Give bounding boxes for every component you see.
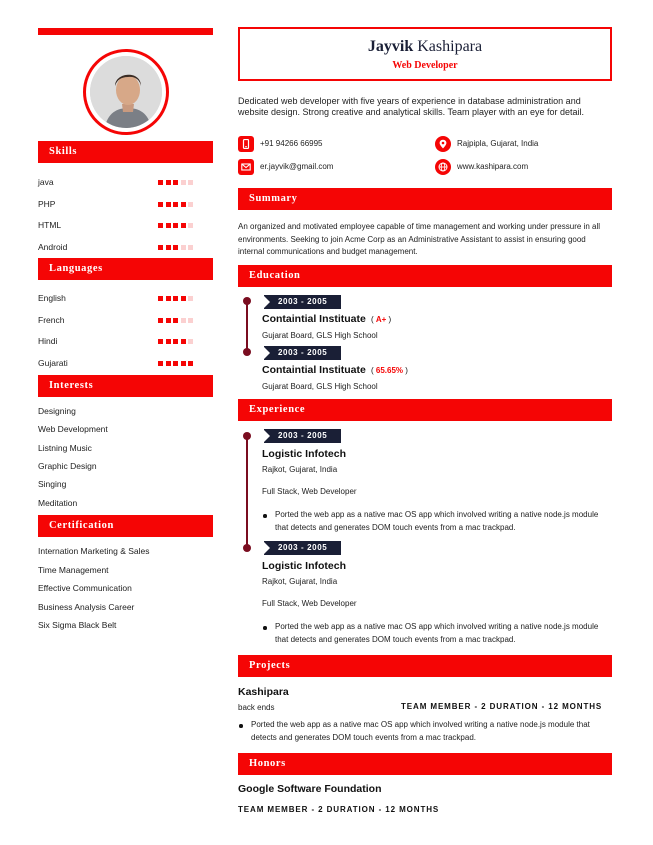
experience-location-2: Rajkot, Gujarat, India — [262, 577, 338, 586]
honors-heading: Honors — [238, 753, 612, 775]
skill-label: java — [38, 177, 54, 187]
project-meta: TEAM MEMBER - 2 DURATION - 12 MONTHS — [401, 702, 603, 711]
skill-rating — [158, 245, 196, 255]
rating-dot — [158, 245, 163, 250]
summary-heading: Summary — [238, 188, 612, 210]
language-row — [38, 293, 213, 307]
timeline-dot — [243, 544, 251, 552]
rating-dot — [166, 296, 171, 301]
rating-dot — [166, 223, 171, 228]
language-row — [38, 315, 213, 329]
skill-rating — [158, 180, 196, 190]
rating-dot — [166, 202, 171, 207]
experience-company-2: Logistic Infotech — [262, 560, 346, 572]
skill-row — [38, 242, 213, 256]
skill-label: PHP — [38, 198, 56, 209]
grade-wrap: ( A+ ) — [368, 315, 392, 324]
timeline-dot — [243, 432, 251, 440]
project-subtitle: back ends — [238, 703, 275, 712]
rating-dot — [158, 223, 163, 228]
project-bullet: Ported the web app as a native mac OS app which involved writing a native node.js module that detects and generates DOM touch events from a mac trackpad. — [251, 719, 611, 744]
rating-dot — [173, 296, 178, 301]
rating-dot — [181, 339, 186, 344]
experience-role-1: Full Stack, Web Developer — [262, 487, 357, 496]
rating-dot — [173, 339, 178, 344]
interest-item: Designing — [38, 406, 76, 416]
rating-dot — [166, 318, 171, 323]
globe-icon — [435, 159, 451, 175]
first-name: Jayvik — [367, 38, 414, 55]
skills-heading: Skills — [38, 141, 213, 163]
language-row — [38, 358, 213, 372]
interest-item: Listning Music — [38, 442, 92, 453]
rating-dot — [181, 245, 186, 250]
skill-label: Android — [38, 241, 68, 252]
email-text[interactable]: er.jayvik@gmail.com — [260, 162, 334, 171]
rating-dot — [158, 318, 163, 323]
education-date-1: 2003 - 2005 — [264, 295, 341, 309]
certification-item: Effective Communication — [38, 583, 132, 593]
skill-row — [38, 177, 213, 191]
interest-item: Singing — [38, 479, 67, 490]
certification-item: Business Analysis Career — [38, 601, 135, 612]
summary-text: An organized and motivated employee capable of time management and working under pressure in all environments. Seeking to join Acme Corp as an Administrative Assistant to assist in ensuring good internal communications and budget management. — [238, 222, 600, 256]
rating-dot — [158, 202, 163, 207]
sidebar — [38, 28, 213, 135]
rating-dot — [173, 223, 178, 228]
rating-dot — [181, 296, 186, 301]
experience-heading: Experience — [238, 399, 612, 421]
timeline-dot — [243, 348, 251, 356]
rating-dot — [173, 180, 178, 185]
phone-text[interactable]: +91 94266 66995 — [260, 139, 323, 148]
timeline-dot — [243, 297, 251, 305]
location-icon — [435, 136, 451, 152]
interest-item: Graphic Design — [38, 460, 97, 471]
honor-meta: TEAM MEMBER - 2 DURATION - 12 MONTHS — [238, 805, 440, 814]
rating-dot — [158, 339, 163, 344]
languages-heading: Languages — [38, 258, 213, 280]
language-label: Gujarati — [38, 357, 68, 368]
skill-rating — [158, 202, 196, 212]
certification-item: Six Sigma Black Belt — [38, 620, 117, 630]
rating-dot — [173, 202, 178, 207]
language-row — [38, 336, 213, 350]
experience-bullet-1: Ported the web app as a native mac OS app which involved writing a native node.js module that detects and generates DOM touch events from a mac trackpad. — [275, 509, 611, 534]
certification-heading: Certification — [38, 515, 213, 537]
rating-dot — [188, 245, 193, 250]
rating-dot — [188, 202, 193, 207]
grade-wrap: ( 65.65% ) — [368, 366, 408, 375]
experience-role-2: Full Stack, Web Developer — [262, 599, 357, 608]
experience-date-2: 2003 - 2005 — [264, 541, 341, 555]
phone-icon — [238, 136, 254, 152]
rating-dot — [188, 180, 193, 185]
rating-dot — [181, 318, 186, 323]
rating-dot — [181, 180, 186, 185]
interest-item: Meditation — [38, 497, 78, 508]
language-label: French — [38, 314, 65, 325]
rating-dot — [166, 361, 171, 366]
avatar — [83, 49, 169, 135]
sidebar-top-bar — [38, 28, 213, 35]
skill-label: HTML — [38, 220, 62, 230]
rating-dot — [188, 361, 193, 366]
job-title: Web Developer — [392, 60, 458, 71]
language-label: English — [38, 293, 66, 303]
experience-date-1: 2003 - 2005 — [264, 429, 341, 443]
skill-row — [38, 220, 213, 234]
institute-name: Containtial Instituate — [262, 364, 366, 376]
rating-dot — [173, 245, 178, 250]
education-timeline — [246, 300, 248, 352]
rating-dot — [158, 180, 163, 185]
email-icon — [238, 159, 254, 175]
rating-dot — [173, 361, 178, 366]
rating-dot — [181, 202, 186, 207]
rating-dot — [188, 223, 193, 228]
rating-dot — [181, 361, 186, 366]
location-text: Rajpipla, Gujarat, India — [457, 139, 539, 148]
education-institute-1 — [262, 313, 391, 325]
rating-dot — [158, 361, 163, 366]
rating-dot — [181, 223, 186, 228]
profile-photo — [90, 56, 162, 128]
experience-location-1: Rajkot, Gujarat, India — [262, 465, 338, 474]
rating-dot — [188, 339, 193, 344]
name-box — [238, 27, 612, 81]
rating-dot — [188, 296, 193, 301]
certification-item: Time Management — [38, 564, 109, 575]
education-institute-2 — [262, 364, 408, 376]
education-heading: Education — [238, 265, 612, 287]
interests-heading: Interests — [38, 375, 213, 397]
language-rating — [158, 361, 196, 371]
skill-rating — [158, 223, 196, 233]
grade-value: 65.65% — [375, 366, 404, 375]
education-board-1: Gujarat Board, GLS High School — [262, 331, 378, 340]
rating-dot — [188, 318, 193, 323]
rating-dot — [166, 339, 171, 344]
full-name — [240, 38, 610, 56]
grade-value: A+ — [375, 315, 387, 324]
experience-bullet-2: Ported the web app as a native mac OS app which involved writing a native node.js module that detects and generates DOM touch events from a mac trackpad. — [275, 621, 611, 646]
rating-dot — [166, 180, 171, 185]
skill-row — [38, 199, 213, 213]
language-rating — [158, 318, 196, 328]
education-board-2: Gujarat Board, GLS High School — [262, 382, 378, 391]
projects-heading: Projects — [238, 655, 612, 677]
last-name: Kashipara — [417, 38, 483, 55]
rating-dot — [166, 245, 171, 250]
experience-timeline — [246, 435, 248, 548]
rating-dot — [173, 318, 178, 323]
language-rating — [158, 296, 196, 306]
intro-text: Dedicated web developer with five years of experience in database administration and website design. Strong creative and analytical skills. Team player with an eye for detail. — [238, 96, 585, 117]
project-name: Kashipara — [238, 686, 289, 698]
interest-item: Web Development — [38, 424, 108, 435]
honor-name: Google Software Foundation — [238, 783, 382, 795]
institute-name: Containtial Instituate — [262, 313, 366, 325]
website-text[interactable]: www.kashipara.com — [457, 162, 529, 171]
education-date-2: 2003 - 2005 — [264, 346, 341, 360]
experience-company-1: Logistic Infotech — [262, 448, 346, 460]
language-label: Hindi — [38, 336, 58, 346]
rating-dot — [158, 296, 163, 301]
certification-item: Internation Marketing & Sales — [38, 546, 150, 556]
language-rating — [158, 339, 196, 349]
